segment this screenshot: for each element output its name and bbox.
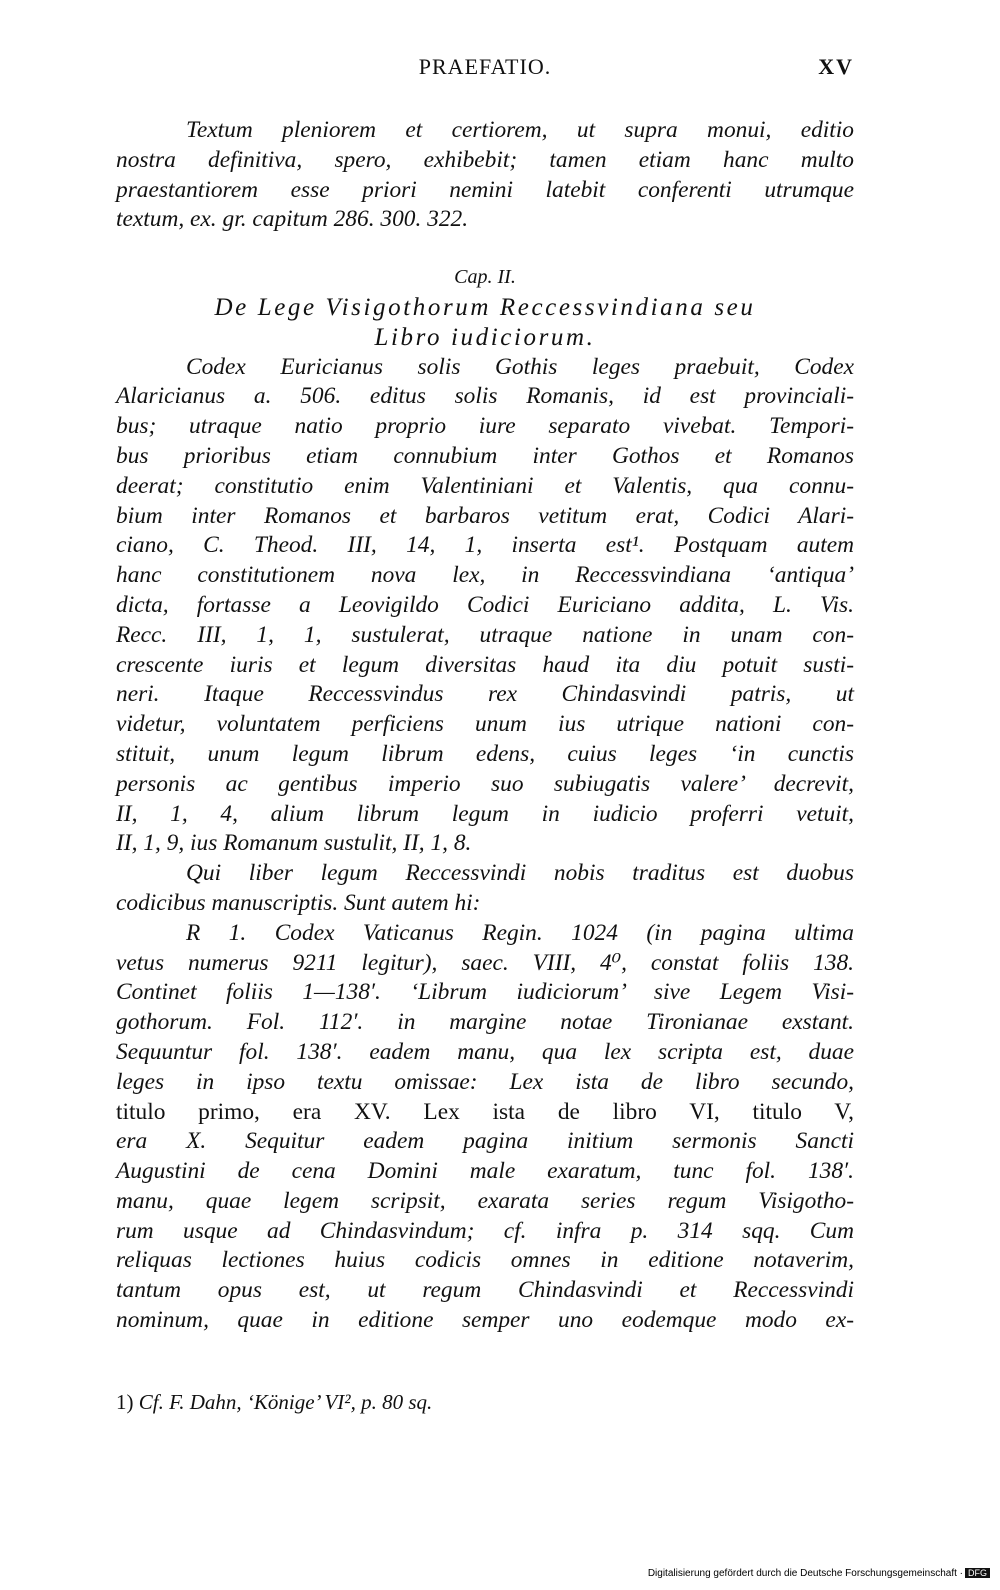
text-line: R 1. Codex Vaticanus Regin. 1024 (in pagina ultima [186, 919, 854, 946]
text-line: Recc. III, 1, 1, sustulerat, utraque natione in unam con- [116, 621, 854, 648]
text-line: era X. Sequitur eadem pagina initium sermonis Sancti [116, 1128, 854, 1155]
page-number: XV [818, 54, 854, 79]
intro-paragraph [116, 116, 854, 235]
paragraph-codex-r1 [116, 919, 854, 1336]
text-line: leges in ipso textu omissae: Lex ista de libro secundo, [116, 1068, 854, 1095]
footnote-number: 1) [116, 1390, 134, 1414]
text-line: praestantiorem esse priori nemini latebit conferenti utrumque [116, 176, 854, 203]
text-line: gothorum. Fol. 112′. in margine notae Tironianae exstant. [116, 1009, 854, 1036]
page-body [116, 116, 854, 1336]
text-line: manu, quae legem scripsit, exarata series regum Visigotho- [116, 1187, 854, 1214]
text-line: Alaricianus a. 506. editus solis Romanis, id est provinciali- [116, 383, 854, 410]
text-line: crescente iuris et legum diversitas haud ita diu potuit susti- [116, 651, 854, 678]
text-line: Qui liber legum Reccessvindi nobis traditus est duobus [186, 860, 854, 887]
text-line: titulo primo, era XV. Lex ista de libro VI, titulo V, [116, 1098, 854, 1125]
text-line: ciano, C. Theod. III, 14, 1, inserta est¹. Postquam autem [116, 532, 854, 559]
text-line: Codex Euricianus solis Gothis leges praebuit, Codex [186, 353, 854, 380]
text-line: tantum opus est, ut regum Chindasvindi et Reccessvindi [116, 1277, 854, 1304]
text-line: reliquas lectiones huius codicis omnes in editione notaverim, [116, 1247, 854, 1274]
text-line: videtur, voluntatem perficiens unum ius utrique nationi con- [116, 711, 854, 738]
text-line: deerat; constitutio enim Valentiniani et Valentis, qua connu- [116, 472, 854, 499]
text-line: bium inter Romanos et barbaros vetitum erat, Codici Alari- [116, 502, 854, 529]
running-title: PRAEFATIO. [418, 54, 552, 79]
text-line: nostra definitiva, spero, exhibebit; tamen etiam hanc multo [116, 146, 854, 173]
text-line: nominum, quae in editione semper uno eodemque modo ex- [116, 1307, 854, 1334]
digitization-notice [648, 1568, 990, 1579]
text-line: personis ac gentibus imperio suo subiugatis valere’ decrevit, [116, 770, 854, 797]
text-line: bus prioribus etiam connubium inter Gothos et Romanos [116, 442, 854, 469]
digitization-text: Digitalisierung gefördert durch die Deutsche Forschungsgemeinschaft · [647, 1568, 963, 1579]
dfg-logo: DFG [965, 1568, 990, 1578]
paragraph-codex-euricianus [116, 353, 854, 860]
footnote-text: Cf. F. Dahn, ‘Könige’ VI², p. 80 sq. [138, 1390, 433, 1414]
chapter-label: Cap. II. [454, 266, 516, 289]
text-line: Augustini de cena Domini male exaratum, tunc fol. 138′. [116, 1158, 854, 1185]
chapter-heading: Libro iudiciorum. [374, 323, 596, 351]
text-line: rum usque ad Chindasvindum; cf. infra p. 314 sqq. Cum [116, 1217, 854, 1244]
text-line: Continet foliis 1—138′. ‘Librum iudiciorum’ sive Legem Visi- [116, 979, 854, 1006]
text-line: codicibus manuscriptis. Sunt autem hi: [116, 889, 481, 916]
text-line: dicta, fortasse a Leovigildo Codici Euriciano addita, L. Vis. [116, 591, 854, 618]
text-line: neri. Itaque Reccessvindus rex Chindasvindi patris, ut [116, 681, 854, 708]
text-line: II, 1, 4, alium librum legum in iudicio proferri vetuit, [116, 800, 854, 827]
text-line: hanc constitutionem nova lex, in Reccessvindiana ‘antiqua’ [116, 562, 854, 589]
text-line: II, 1, 9, ius Romanum sustulit, II, 1, 8. [116, 830, 472, 857]
paragraph-codices [116, 859, 854, 919]
text-line: Sequuntur fol. 138′. eadem manu, qua lex scripta est, duae [116, 1038, 854, 1065]
text-line: Textum pleniorem et certiorem, ut supra monui, editio [186, 117, 854, 143]
text-line: stituit, unum legum librum edens, cuius leges ‘in cunctis [116, 740, 854, 767]
running-header [116, 54, 854, 84]
text-line: bus; utraque natio proprio iure separato vivebat. Tempori- [116, 413, 854, 440]
text-line: vetus numerus 9211 legitur), saec. VIII, 4⁰, constat foliis 138. [116, 949, 854, 976]
chapter-heading: De Lege Visigothorum Reccessvindiana seu [214, 293, 756, 321]
footnote [116, 1390, 854, 1415]
text-line: textum, ex. gr. capitum 286. 300. 322. [116, 206, 469, 233]
